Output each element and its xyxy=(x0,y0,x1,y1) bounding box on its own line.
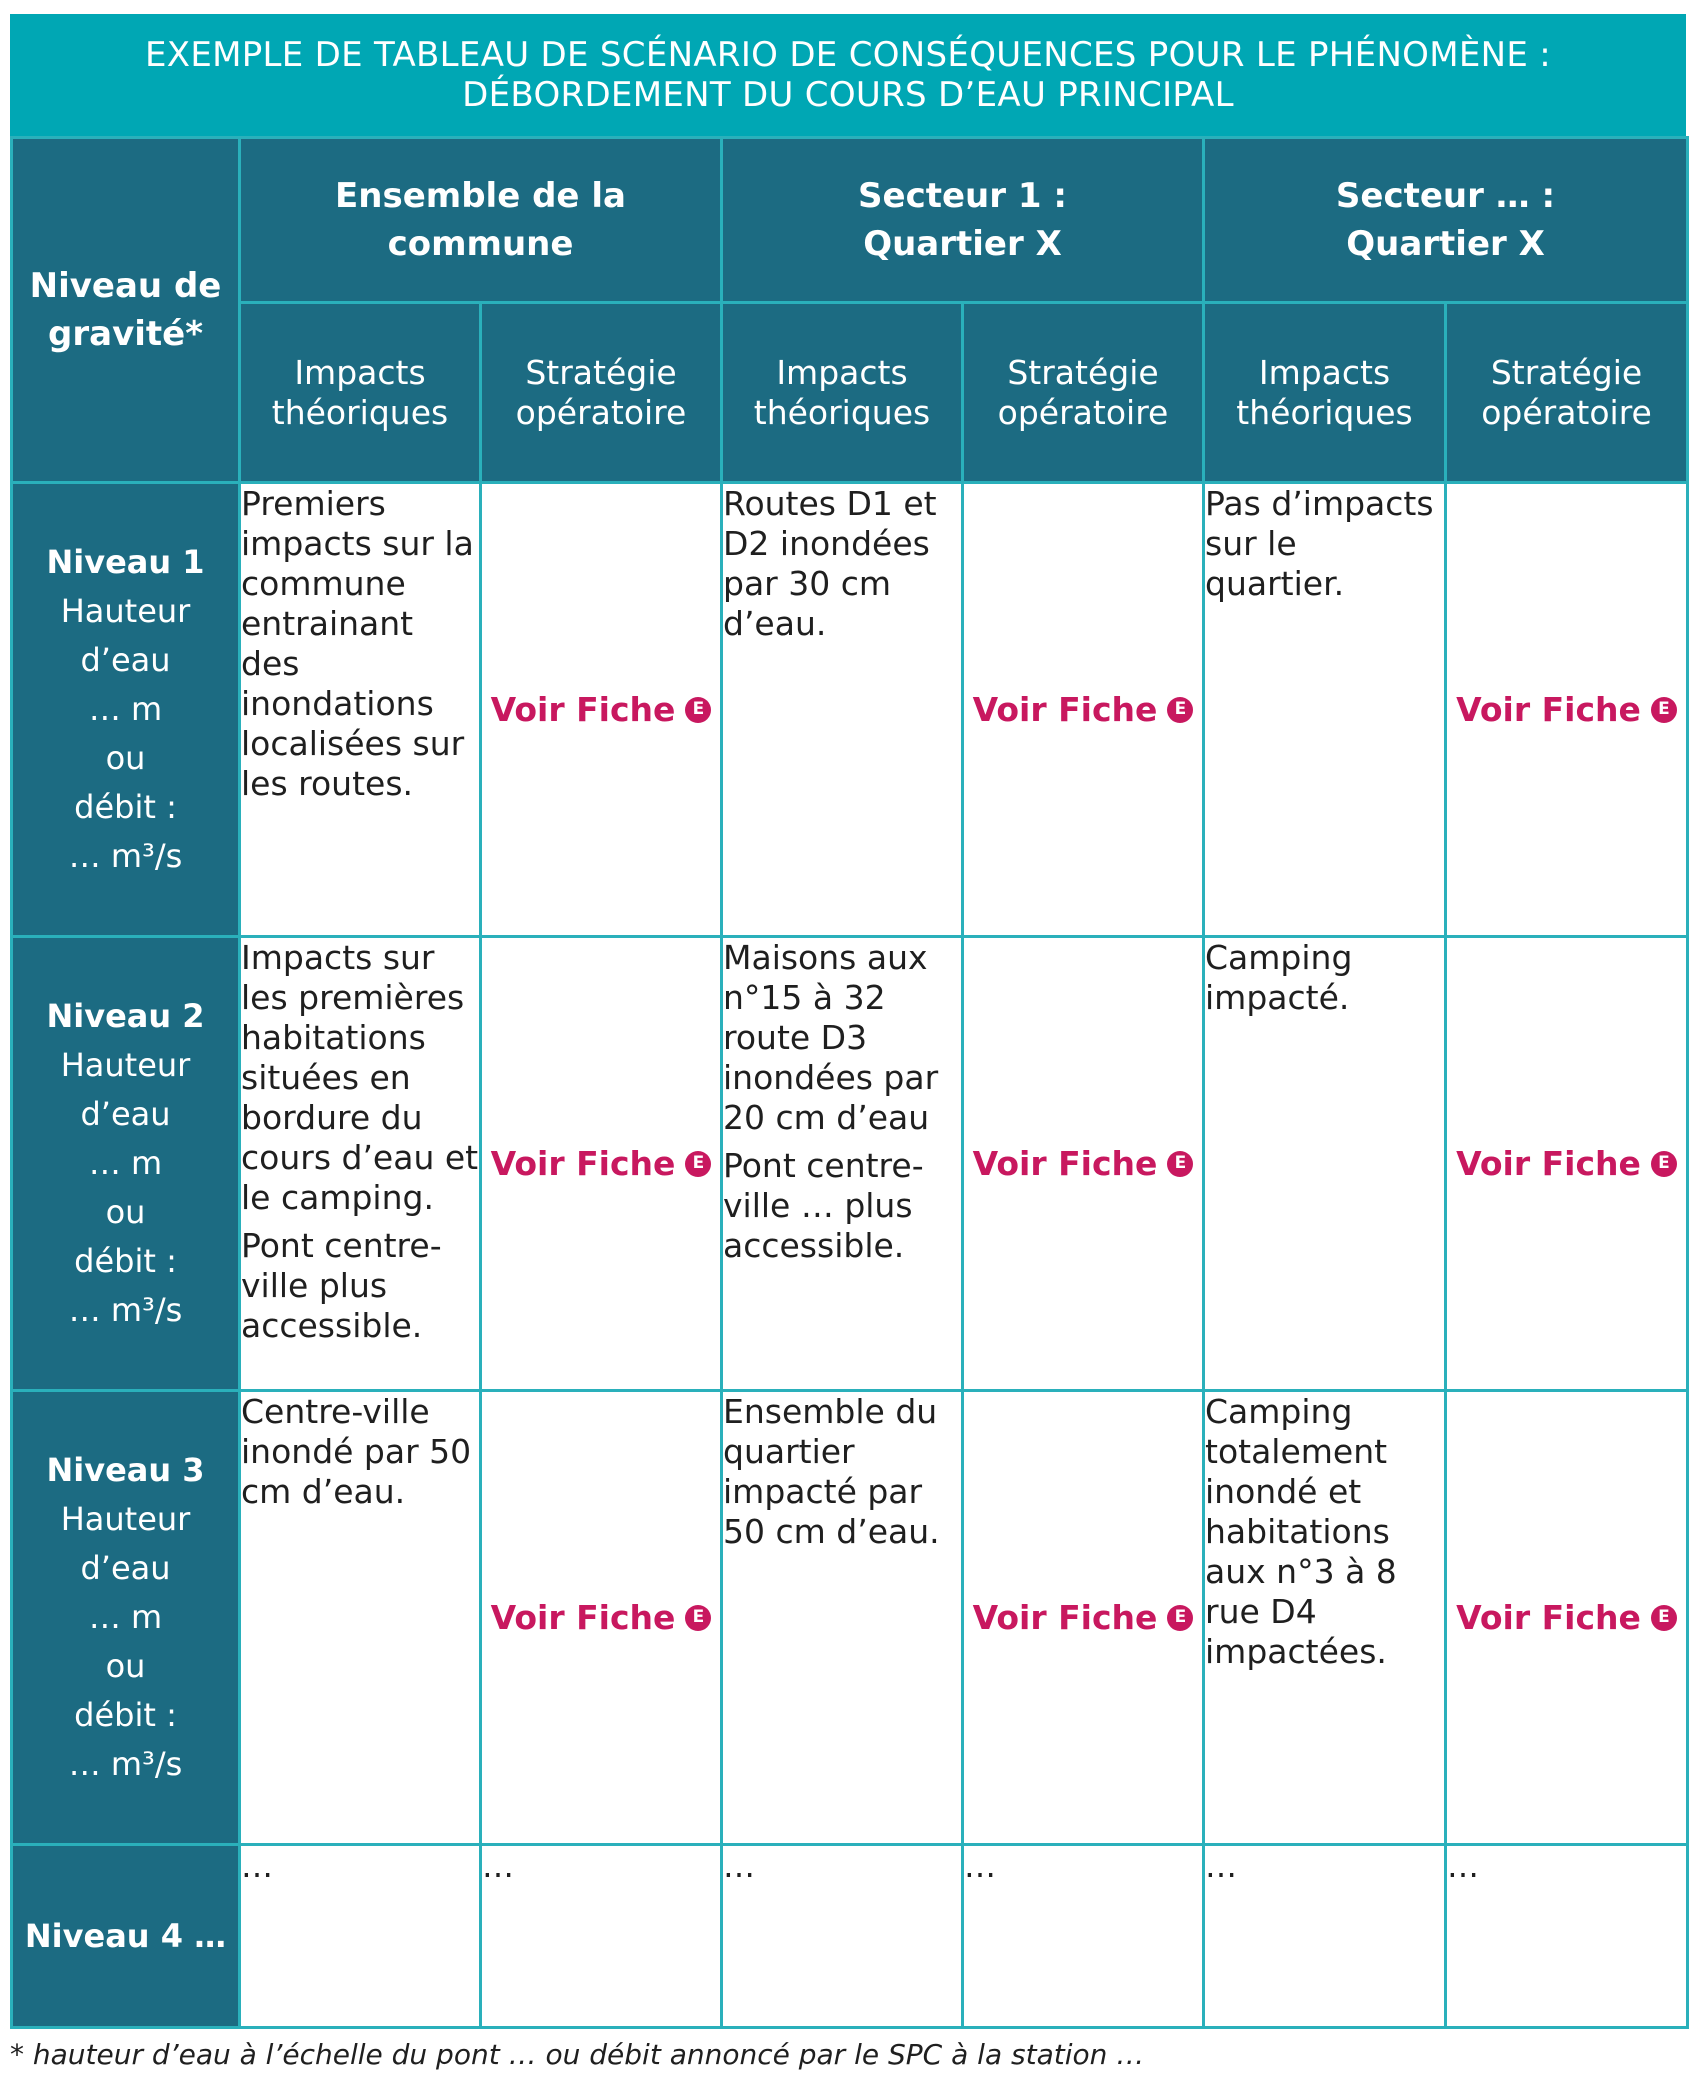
voir-fiche-link[interactable]: Voir Fiche E xyxy=(973,690,1194,729)
table-row xyxy=(12,1845,1688,2028)
subheader-impacts: Impacts théoriques xyxy=(722,303,963,483)
subheader-strategie: Stratégie opératoire xyxy=(481,303,722,483)
strategy-cell xyxy=(1446,1391,1688,1845)
impact-cell: Pas d’impacts sur le quartier. xyxy=(1204,483,1446,937)
strategy-cell xyxy=(481,483,722,937)
fiche-e-icon: E xyxy=(1167,1605,1193,1631)
header-group-sector-n: Secteur … : Quartier X xyxy=(1204,138,1688,303)
fiche-e-icon: E xyxy=(1167,1151,1193,1177)
impact-cell: Premiers impacts sur la commune entrainant des inondations localisées sur les routes. xyxy=(240,483,481,937)
subheader-strategie: Stratégie opératoire xyxy=(963,303,1204,483)
voir-fiche-link[interactable]: Voir Fiche E xyxy=(491,1598,712,1637)
fiche-e-icon: E xyxy=(685,1605,711,1631)
voir-fiche-link[interactable]: Voir Fiche E xyxy=(491,690,712,729)
placeholder-cell: … xyxy=(1446,1845,1688,2028)
header-group-commune: Ensemble de la commune xyxy=(240,138,722,303)
voir-fiche-link[interactable]: Voir Fiche E xyxy=(1456,690,1677,729)
strategy-cell xyxy=(481,1391,722,1845)
strategy-cell xyxy=(963,937,1204,1391)
placeholder-cell: … xyxy=(963,1845,1204,2028)
impact-cell: Centre-ville inondé par 50 cm d’eau. xyxy=(240,1391,481,1845)
impact-cell: Camping impacté. xyxy=(1204,937,1446,1391)
placeholder-cell: … xyxy=(481,1845,722,2028)
fiche-e-icon: E xyxy=(685,697,711,723)
fiche-e-icon: E xyxy=(1167,697,1193,723)
subheader-impacts: Impacts théoriques xyxy=(240,303,481,483)
strategy-cell xyxy=(1446,937,1688,1391)
impact-cell: Ensemble du quartier impacté par 50 cm d’eau. xyxy=(722,1391,963,1845)
subheader-strategie: Stratégie opératoire xyxy=(1446,303,1688,483)
placeholder-cell: … xyxy=(1204,1845,1446,2028)
level-cell: Niveau 4 … xyxy=(12,1845,240,2028)
table-title xyxy=(10,14,1686,136)
strategy-cell xyxy=(481,937,722,1391)
scenario-table xyxy=(10,136,1689,2029)
title-line-1: EXEMPLE DE TABLEAU DE SCÉNARIO DE CONSÉQUENCES POUR LE PHÉNOMÈNE : xyxy=(144,35,1552,75)
placeholder-cell: … xyxy=(722,1845,963,2028)
impact-cell: Maisons aux n°15 à 32 route D3 inondées par 20 cm d’eau Pont centre-ville … plus accessible. xyxy=(722,937,963,1391)
header-group-sector-1: Secteur 1 : Quartier X xyxy=(722,138,1204,303)
fiche-e-icon: E xyxy=(685,1151,711,1177)
footnote: * hauteur d’eau à l’échelle du pont … ou débit annoncé par le SPC à la station … xyxy=(10,2038,1145,2071)
level-cell: Niveau 1 Hauteur d’eau … m ou débit : … m³/s xyxy=(12,483,240,937)
fiche-e-icon: E xyxy=(1651,1151,1677,1177)
table-row xyxy=(12,483,1688,937)
header-level-of-gravity: Niveau de gravité* xyxy=(12,138,240,483)
fiche-e-icon: E xyxy=(1651,1605,1677,1631)
table-row xyxy=(12,937,1688,1391)
strategy-cell xyxy=(963,483,1204,937)
voir-fiche-link[interactable]: Voir Fiche E xyxy=(973,1598,1194,1637)
strategy-cell xyxy=(1446,483,1688,937)
subheader-impacts: Impacts théoriques xyxy=(1204,303,1446,483)
voir-fiche-link[interactable]: Voir Fiche E xyxy=(1456,1144,1677,1183)
impact-cell: Routes D1 et D2 inondées par 30 cm d’eau. xyxy=(722,483,963,937)
level-cell: Niveau 2 Hauteur d’eau … m ou débit : … m³/s xyxy=(12,937,240,1391)
title-line-2: DÉBORDEMENT DU COURS D’EAU PRINCIPAL xyxy=(462,75,1234,115)
placeholder-cell: … xyxy=(240,1845,481,2028)
strategy-cell xyxy=(963,1391,1204,1845)
voir-fiche-link[interactable]: Voir Fiche E xyxy=(491,1144,712,1183)
table-row xyxy=(12,1391,1688,1845)
impact-cell: Camping totalement inondé et habitations aux n°3 à 8 rue D4 impactées. xyxy=(1204,1391,1446,1845)
fiche-e-icon: E xyxy=(1651,697,1677,723)
voir-fiche-link[interactable]: Voir Fiche E xyxy=(973,1144,1194,1183)
voir-fiche-link[interactable]: Voir Fiche E xyxy=(1456,1598,1677,1637)
impact-cell: Impacts sur les premières habitations situées en bordure du cours d’eau et le camping. Pont centre-ville plus accessible. xyxy=(240,937,481,1391)
level-cell: Niveau 3 Hauteur d’eau … m ou débit : … m³/s xyxy=(12,1391,240,1845)
